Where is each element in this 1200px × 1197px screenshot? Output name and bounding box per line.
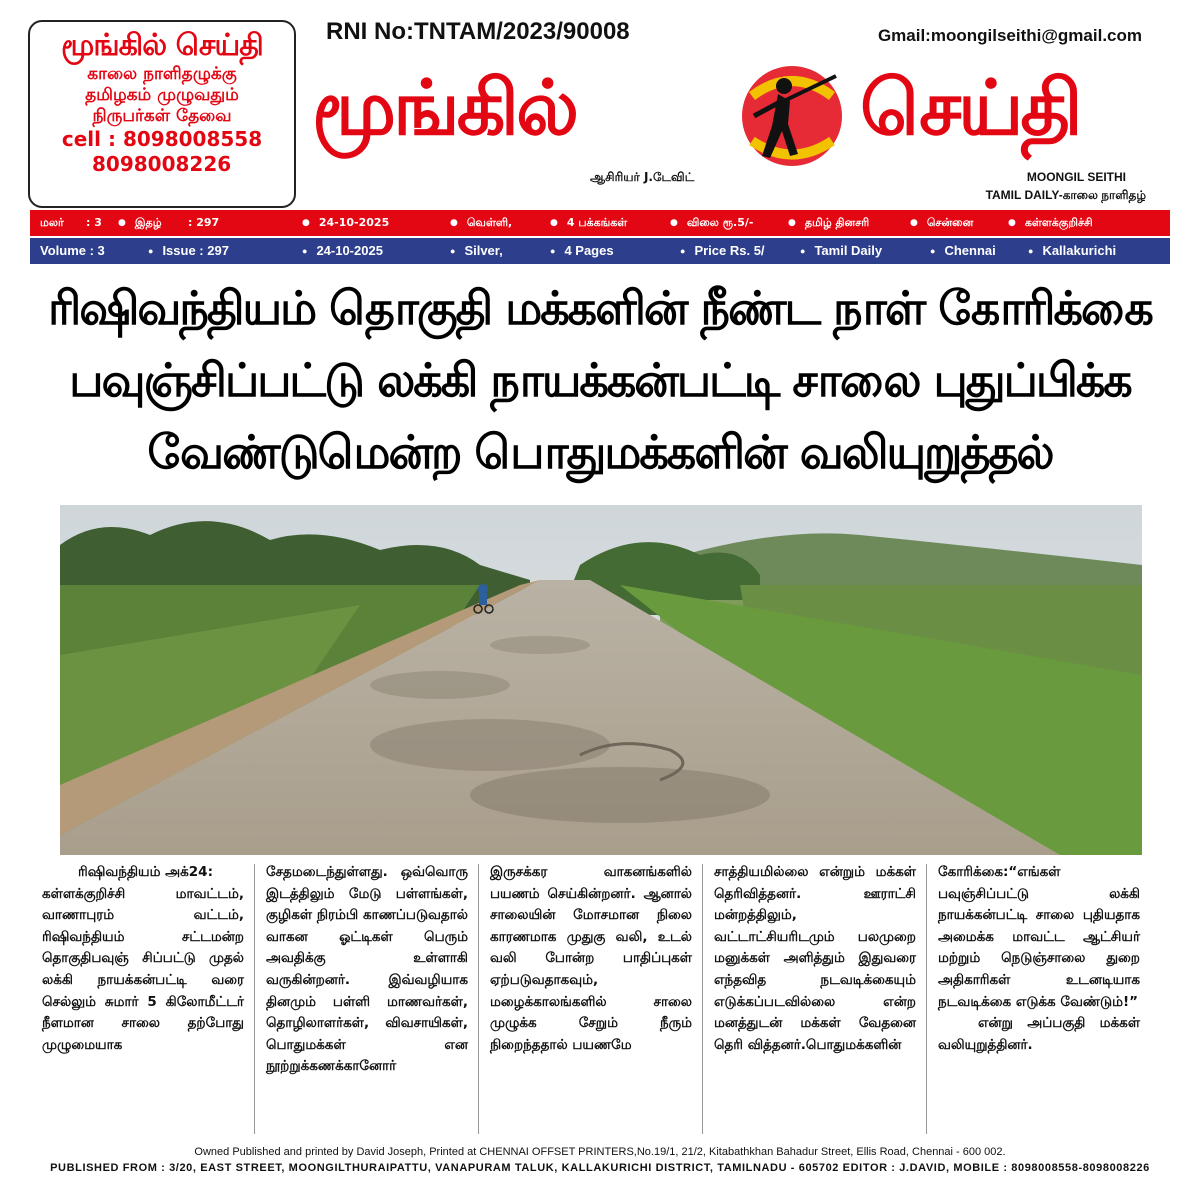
article-closing: என்று அப்பகுதி மக்கள் வலியுறுத்தினர். — [938, 1015, 1140, 1053]
article-paragraph: சாத்தியமில்லை என்றும் மக்கள் தெரிவித்தனர். ஊராட்சி மன்றத்திலும், வட்டாட்சியரிடமும் பலமுறை மனுக்கள் அளித்தும் இதுவரை எந்தவித நடவடிக்கையும் எடுக்கப்படவில்லை என்ற மனத்துடன் மக்கள் வேதனை தெரி வித்தனர்.பொதுமக்களின் — [714, 864, 916, 1053]
info-bar-english — [30, 238, 1170, 264]
headline-line-2: பவுஞ்சிப்பட்டு லக்கி நாயக்கன்பட்டி சாலை புதுப்பிக்க — [69, 353, 1131, 407]
issue-en: ● Issue : 297 — [148, 238, 229, 264]
publisher-address: PUBLISHED FROM : 3/20, EAST STREET, MOONGILTHURAIPATTU, VANAPURAM TALUK, KALLAKURICHI DISTRICT, TAMILNADU - 605702 EDITOR : J.DAVID, MOBILE : 8098008558-8098008226 — [50, 1162, 1150, 1174]
day-en: ● Silver, — [450, 238, 503, 264]
recruitment-ad-box — [28, 20, 296, 208]
city1-en: ● Chennai — [930, 238, 996, 264]
masthead-word-right: செய்தி — [860, 63, 1080, 152]
column-divider — [478, 864, 479, 1134]
issue-value-ta: : 297 — [188, 216, 220, 229]
price-ta: ● விலை ரூ.5/- — [670, 210, 753, 236]
column-divider — [702, 864, 703, 1134]
contact-email[interactable]: Gmail:moongilseithi@gmail.com — [877, 26, 1142, 45]
ad-line-2: தமிழகம் முழுவதும் — [85, 85, 239, 105]
ad-cell-1: cell : 8098008558 — [61, 127, 263, 151]
article-column-2 — [266, 862, 468, 1078]
imprint-line: Owned Published and printed by David Joseph, Printed at CHENNAI OFFSET PRINTERS,No.19/1, 21/2, Kitabathkhan Bahadur Street, Ellis Road, Chennai - 600 002. — [194, 1146, 1006, 1158]
editor-name: ஆசிரியர் J.டேவிட் — [590, 170, 695, 184]
day-ta: ● வெள்ளி, — [450, 210, 512, 236]
date-ta: ● 24-10-2025 — [302, 210, 389, 236]
ad-line-1: காலை நாளிதழுக்கு — [87, 64, 237, 84]
article-paragraph: இருசக்கர வாகனங்களில் பயணம் செய்கின்றனர். ஆனால் சாலையின் மோசமான நிலை காரணமாக முதுகு வலி, உடல் வலி போன்ற பாதிப்புகள் ஏற்படுவதாகவும், மழைக்காலங்களில் சாலை முழுக்க சேறும் நீரும் நிறைந்ததால் பயணமே — [490, 864, 692, 1053]
newspaper-masthead — [312, 58, 1162, 168]
headline-line-3: வேண்டுமென்ற பொதுமக்களின் வலியுறுத்தல் — [147, 425, 1053, 479]
column-divider — [254, 864, 255, 1134]
date-en: ● 24-10-2025 — [302, 238, 383, 264]
english-name: MOONGIL SEITHI — [1026, 170, 1126, 184]
masthead-word-left: மூங்கில் — [312, 63, 577, 152]
ad-logo-text: மூங்கில் செய்தி — [61, 28, 263, 63]
volume-label-ta: மலர் — [40, 216, 64, 229]
article-column-5 — [938, 862, 1140, 1056]
volume-en: Volume : 3 — [40, 243, 105, 258]
type-en: ● Tamil Daily — [800, 238, 882, 264]
article-paragraph: கோரிக்கை:“எங்கள் பவுஞ்சிப்பட்டு லக்கி நாயக்கன்பட்டி சாலை புதியதாக அமைக்க மாவட்ட ஆட்சியர் மற்றும் நெடுஞ்சாலை துறை அதிகாரிகள் உடனடியாக நடவடிக்கை எடுக்க வேண்டும்!” — [938, 864, 1140, 1010]
city1-ta: ● சென்னை — [910, 210, 973, 236]
issue-label-ta: ● இதழ் — [118, 210, 162, 236]
volume-value-ta: : 3 — [86, 216, 102, 229]
main-headline — [30, 272, 1170, 488]
price-en: ● Price Rs. 5/ — [680, 238, 765, 264]
type-ta: ● தமிழ் தினசரி — [788, 210, 869, 236]
article-column-4 — [714, 862, 916, 1056]
article-body — [42, 862, 1170, 1140]
column-divider — [926, 864, 927, 1134]
ad-line-3: நிருபர்கள் தேவை — [92, 106, 232, 126]
info-bar-tamil — [30, 210, 1170, 236]
article-paragraph: சேதமடைந்துள்ளது. ஒவ்வொரு இடத்திலும் மேடு பள்ளங்கள், குழிகள் நிரம்பி காணப்படுவதால் வாகன ஓட்டிகள் பெரும் அவதிக்கு உள்ளாகி வருகின்றனர். இவ்வழியாக தினமும் பள்ளி மாணவர்கள், தொழிலாளர்கள், விவசாயிகள், பொதுமக்கள் என நூற்றுக்கணக்கானோர் — [266, 864, 468, 1075]
masthead-emblem-icon — [732, 56, 852, 176]
city2-en: ● Kallakurichi — [1028, 238, 1116, 264]
city2-ta: ● கள்ளக்குறிச்சி — [1008, 210, 1093, 236]
article-column-1 — [42, 862, 244, 1056]
rni-number: RNI No:TNTAM/2023/90008 — [326, 18, 630, 45]
pages-en: ● 4 Pages — [550, 238, 614, 264]
road-photo — [60, 505, 1142, 855]
tagline: TAMIL DAILY-காலை நாளிதழ் — [985, 188, 1146, 202]
pages-ta: ● 4 பக்கங்கள் — [550, 210, 627, 236]
article-column-3 — [490, 862, 692, 1056]
article-dateline: ரிஷிவந்தியம் அக்24: — [78, 864, 213, 880]
ad-cell-2: 8098008226 — [92, 152, 232, 176]
article-paragraph: கள்ளக்குறிச்சி மாவட்டம், வாணாபுரம் வட்டம், ரிஷிவந்தியம் சட்டமன்ற தொகுதிபவுஞ் சிப்பட்டு முதல் லக்கி நாயக்கன்பட்டி வரை செல்லும் சுமார் 5 கிலோமீட்டர் நீளமான சாலை தற்போது முழுமையாக — [42, 885, 244, 1053]
headline-line-1: ரிஷிவந்தியம் தொகுதி மக்களின் நீண்ட நாள் கோரிக்கை — [48, 281, 1152, 335]
